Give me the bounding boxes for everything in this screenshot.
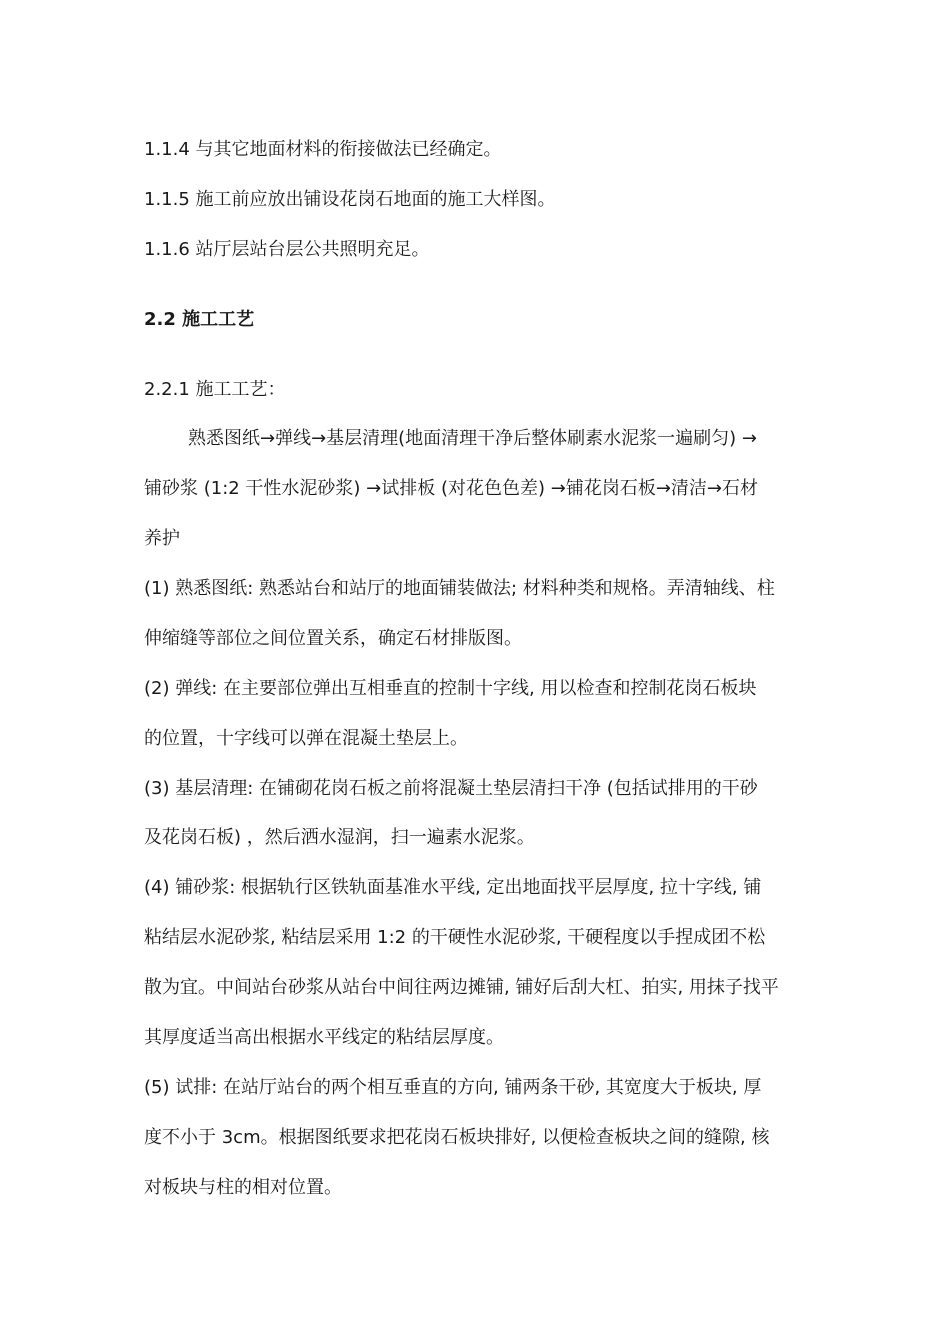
step-4-line-4: 其厚度适当高出根据水平线定的粘结层厚度。	[144, 1027, 504, 1048]
process-line-3: 养护	[144, 528, 180, 549]
item-1-1-6: 1.1.6 站厅层站台层公共照明充足。	[144, 239, 430, 260]
step-4-line-3: 散为宜。中间站台砂浆从站台中间往两边摊铺, 铺好后刮大杠、拍实, 用抹子找平	[144, 977, 779, 998]
step-2-line-2: 的位置，十字线可以弹在混凝土垫层上。	[144, 728, 468, 749]
step-2-line-1: (2) 弹线: 在主要部位弹出互相垂直的控制十字线, 用以检查和控制花岗石板块	[144, 678, 757, 699]
step-1-line-1: (1) 熟悉图纸: 熟悉站台和站厅的地面铺装做法; 材料种类和规格。弄清轴线、柱	[144, 578, 775, 599]
item-1-1-4: 1.1.4 与其它地面材料的衔接做法已经确定。	[144, 139, 502, 160]
step-5-line-3: 对板块与柱的相对位置。	[144, 1177, 342, 1198]
step-5-line-1: (5) 试排: 在站厅站台的两个相互垂直的方向, 铺两条干砂, 其宽度大于板块, 厚	[144, 1077, 762, 1098]
subsection-heading: 2.2.1 施工工艺：	[144, 379, 286, 400]
step-4-line-1: (4) 铺砂浆: 根据轨行区铁轨面基准水平线, 定出地面找平层厚度, 拉十字线, 铺	[144, 877, 762, 898]
step-1-line-2: 伸缩缝等部位之间位置关系，确定石材排版图。	[144, 628, 522, 649]
step-5-line-2: 度不小于 3cm。根据图纸要求把花岗石板块排好, 以便检查板块之间的缝隙, 核	[144, 1127, 770, 1148]
process-line-2: 铺砂浆 (1:2 干性水泥砂浆) →试排板 (对花色色差) →铺花岗石板→清洁→石材	[144, 478, 758, 499]
step-4-line-2: 粘结层水泥砂浆, 粘结层采用 1:2 的干硬性水泥砂浆, 干硬程度以手捏成团不松	[144, 927, 766, 948]
step-3-line-1: (3) 基层清理: 在铺砌花岗石板之前将混凝土垫层清扫干净 (包括试排用的干砂	[144, 778, 758, 799]
section-heading: 2.2 施工工艺	[144, 309, 255, 330]
process-line-1: 熟悉图纸→弹线→基层清理(地面清理干净后整体刷素水泥浆一遍刷匀) →	[188, 428, 758, 449]
item-1-1-5: 1.1.5 施工前应放出铺设花岗石地面的施工大样图。	[144, 189, 556, 210]
step-3-line-2: 及花岗石板) ，然后洒水湿润，扫一遍素水泥浆。	[144, 827, 535, 848]
